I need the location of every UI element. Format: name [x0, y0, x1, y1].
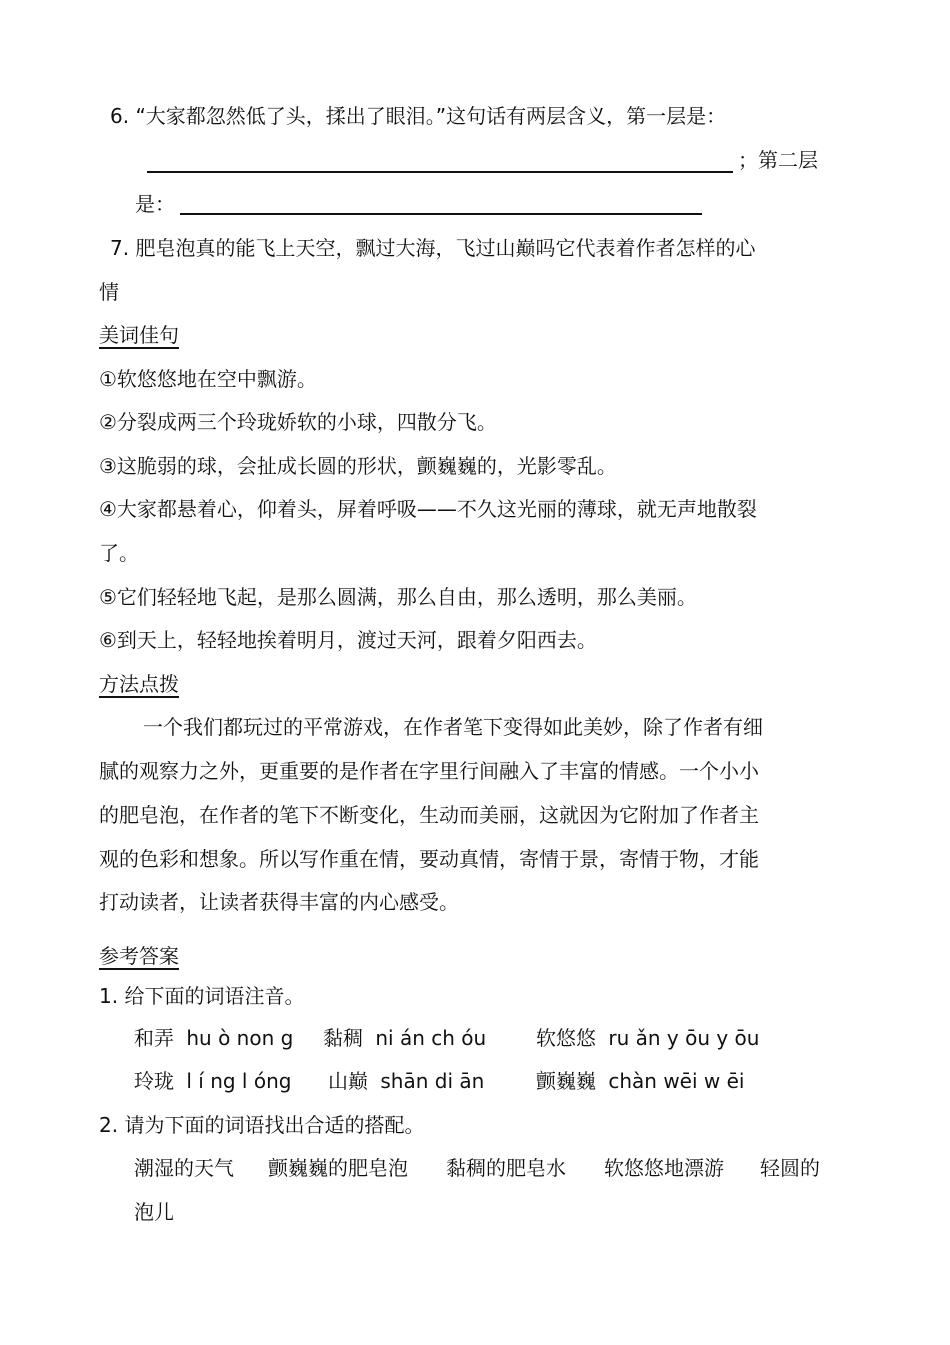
meici-item-2: ②分裂成两三个玲珑娇软的小球，四散分飞。 — [99, 410, 497, 434]
q7-line2: 情 — [99, 280, 119, 304]
q6-answer-blank-1[interactable] — [147, 171, 733, 173]
meici-item-5: ⑤它们轻轻地飞起，是那么圆满，那么自由，那么透明，那么美丽。 — [99, 585, 697, 609]
collocation-item: 潮湿的天气 — [134, 1156, 234, 1180]
q6-answer-blank-2[interactable] — [180, 213, 702, 215]
pinyin-word: 玲珑 — [134, 1069, 174, 1093]
pinyin-reading: ru ǎn y ōu y ōu — [608, 1026, 760, 1050]
fangfa-line-3: 的肥皂泡，在作者的笔下不断变化，生动而美丽，这就因为它附加了作者主 — [99, 803, 759, 827]
fangfa-heading: 方法点拨 — [99, 672, 179, 696]
answer-2-title: 2. 请为下面的词语找出合适的搭配。 — [99, 1113, 425, 1137]
collocation-item: 黏稠的肥皂水 — [446, 1156, 566, 1180]
meici-heading: 美词佳句 — [99, 323, 179, 347]
collocation-item: 软悠悠地漂游 — [604, 1156, 724, 1180]
pinyin-entry — [323, 1028, 486, 1048]
q6-line1: 6. “大家都忽然低了头，揉出了眼泪。”这句话有两层含义，第一层是： — [110, 104, 727, 128]
pinyin-word: 黏稠 — [323, 1026, 363, 1050]
pinyin-reading: l í ng l óng — [186, 1069, 292, 1093]
pinyin-word: 山巅 — [328, 1069, 368, 1093]
q6-line3-head: 是： — [135, 192, 175, 216]
meici-item-4: ④大家都悬着心，仰着头，屏着呼吸——不久这光丽的薄球，就无声地散裂 — [99, 497, 757, 521]
pinyin-word: 和弄 — [134, 1026, 174, 1050]
collocation-item-cont: 泡儿 — [134, 1200, 174, 1224]
pinyin-word: 颤巍巍 — [536, 1069, 596, 1093]
pinyin-entry — [328, 1071, 484, 1091]
meici-item-3: ③这脆弱的球，会扯成长圆的形状，颤巍巍的，光影零乱。 — [99, 454, 617, 478]
pinyin-reading: hu ò non g — [186, 1026, 294, 1050]
pinyin-entry — [536, 1028, 759, 1048]
answers-heading: 参考答案 — [99, 944, 179, 968]
fangfa-line-4: 观的色彩和想象。所以写作重在情，要动真情，寄情于景，寄情于物，才能 — [99, 847, 759, 871]
collocation-item: 轻圆的 — [760, 1156, 820, 1180]
pinyin-entry — [134, 1071, 291, 1091]
pinyin-reading: ni án ch óu — [375, 1026, 487, 1050]
pinyin-word: 软悠悠 — [536, 1026, 596, 1050]
pinyin-reading: shān di ān — [380, 1069, 485, 1093]
fangfa-line-5: 打动读者，让读者获得丰富的内心感受。 — [99, 890, 459, 914]
meici-item-1: ①软悠悠地在空中飘游。 — [99, 367, 317, 391]
pinyin-reading: chàn wēi w ēi — [608, 1069, 745, 1093]
pinyin-entry — [536, 1071, 744, 1091]
q7-line1: 7. 肥皂泡真的能飞上天空，飘过大海，飞过山巅吗它代表着作者怎样的心 — [110, 236, 756, 260]
meici-item-4-cont: 了。 — [99, 541, 139, 565]
fangfa-line-1: 一个我们都玩过的平常游戏，在作者笔下变得如此美妙，除了作者有细 — [143, 715, 763, 739]
answer-1-title: 1. 给下面的词语注音。 — [99, 984, 305, 1008]
fangfa-line-2: 腻的观察力之外，更重要的是作者在字里行间融入了丰富的情感。一个小小 — [99, 759, 759, 783]
collocation-item: 颤巍巍的肥皂泡 — [268, 1156, 408, 1180]
pinyin-entry — [134, 1028, 293, 1048]
q6-line2-tail: ；第二层 — [738, 148, 818, 172]
meici-item-6: ⑥到天上，轻轻地挨着明月，渡过天河，跟着夕阳西去。 — [99, 628, 597, 652]
